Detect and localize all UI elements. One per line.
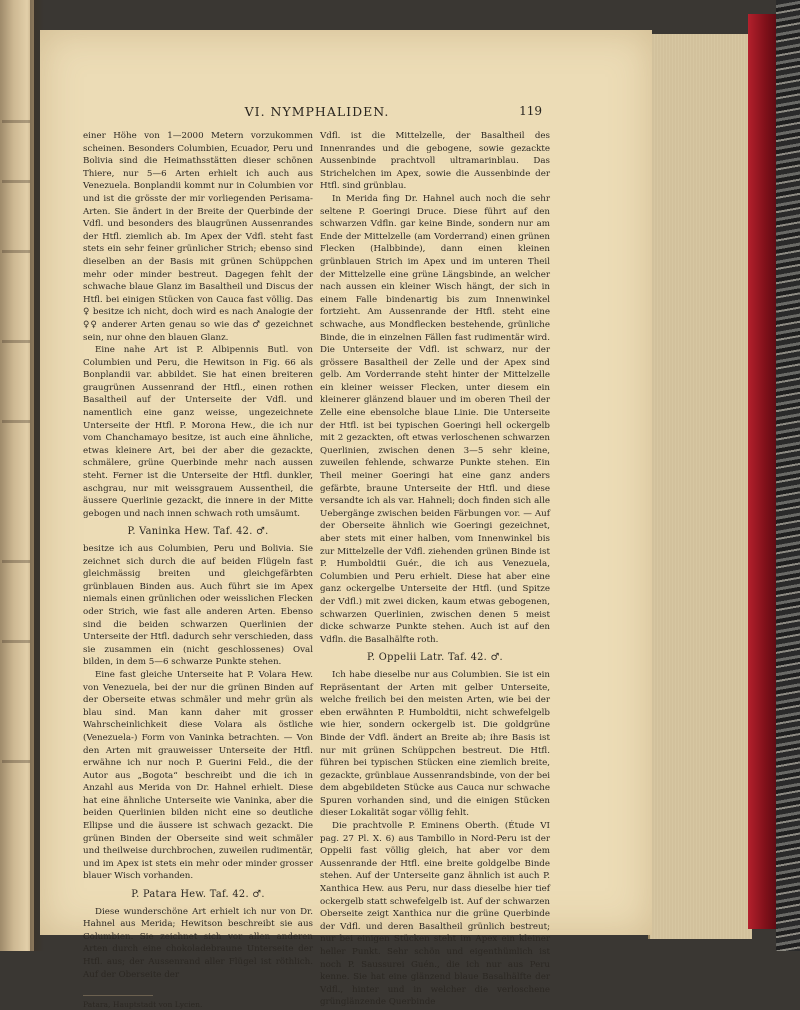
ghost-text-line — [2, 560, 30, 563]
ghost-text-line — [2, 120, 30, 123]
footnote-rule — [83, 995, 153, 996]
ghost-text-line — [2, 340, 30, 343]
ghost-text-line — [2, 420, 30, 423]
paragraph: Die prachtvolle P. Eminens Oberth. (Étude VI pag. 27 Pl. X. 6) aus Tambillo in Nord-Peru ist der Oppelii fast völlig gleich, hat aber vor dem Aussenrande der Htfl. eine breite goldgelbe Binde stehen. Auf der Unterseite ganz ähnlich ist auch P. Xanthica Hew. aus Peru, nur dass dieselbe hier tief ockergelb statt schwefelgelb ist. Auf der schwarzen Oberseite zeigt Xanthica nur die grüne Querbinde der Vdfl. und deren Basaltheil grünlich bestreut; nur bei einigen Stücken steht im Apex ein kleiner heller Punkt. Sehr schön und eigenthümlich ist noch P. Saussurei Guén., die ich nur aus Peru kenne. Sie hat eine glänzend blaue Basalhälfte der Vdfl., hinter und in welcher die verloschene grünglänzende Querbinde — [320, 821, 550, 1008]
paragraph: Eine fast gleiche Unterseite hat P. Volara Hew. von Venezuela, bei der nur die grünen Binden auf der Oberseite etwas schmäler und mehr grün als blau sind. Man kann daher mit grosser Wahrscheinlichkeit diese Volara als östliche (Venezuela-) Form von Vaninka betrachten. — Von den Arten mit grauweisser Unterseite der Htfl. erwähne ich nur noch P. Guerini Feld., die der Autor aus „Bogota“ beschreibt und die ich in Anzahl aus Merida von Dr. Hahnel erhielt. Diese hat eine ähnliche Unterseite wie Vaninka, aber die beiden Querlinien bilden nicht eine so deutliche Ellipse und die äussere ist schwach gezackt. Die grünen Binden der Oberseite sind weit schmäler und theilweise durchbrochen, zuweilen rudimentär, und im Apex ist stets ein mehr oder minder grosser blauer Wisch vorhanden. — [83, 669, 313, 882]
paragraph: Vdfl. ist die Mittelzelle, der Basaltheil des Innenrandes und die gebogene, sowie gezackte Aussenbinde prachtvoll ultramarinblau. Das Strichelchen im Apex, sowie die Aussenbinde der Htfl. sind grünblau. — [320, 131, 550, 192]
paragraph: In Merida fing Dr. Hahnel auch noch die sehr seltene P. Goeringi Druce. Diese führt auf den schwarzen Vdfln. gar keine Binde, sondern nur am Ende der Mittelzelle (am Vorderrand) einen grünen Flecken (Halbbinde), dann einen kleinen grünblauen Strich im Apex und im unteren Theil der Mittelzelle eine grüne Längsbinde, an welcher nach aussen ein kleiner Wisch hängt, der sich in einem Falle bindenartig bis zum Innenwinkel fortzieht. Am Aussenrande der Htfl. steht eine schwache, aus Mondflecken bestehende, grünliche Binde, die in einzelnen Fällen fast rudimentär wird. Die Unterseite der Vdfl. ist schwarz, nur der grössere Basaltheil der Zelle und der Apex sind gelb. Am Vorderrande steht hinter der Mittelzelle ein kleiner weisser Flecken, unter diesem ein kleinerer glänzend blauer und im oberen Theil der Zelle eine ebensolche blaue Linie. Die Unterseite der Htfl. ist bei typischen Goeringi hell ockergelb mit 2 gezackten, oft etwas verloschenen schwarzen Querlinien, zwischen denen 3—5 sehr kleine, zuweilen fehlende, schwarze Punkte stehen. Ein Theil meiner Goeringi hat eine ganz anders gefärbte, braune Unterseite der Htfl. und diese versandte ich als var. Hahneli; doch finden sich alle Uebergänge zwischen beiden Färbungen vor. — Auf der Oberseite ähnlich wie Goeringi gezeichnet, aber stets mit einer halben, vom Innenwinkel bis zur Mittelzelle der Vdfl. ziehenden grünen Binde ist P. Humboldtii Guér., die ich aus Venezuela, Columbien und Peru erhielt. Diese hat aber eine ganz ockergelbe Unterseite der Htfl. (und Spitze der Vdfl.) mit zwei dicken, kaum etwas gebogenen, schwarzen Querlinien, zwischen denen 5 meist dicke schwarze Punkte stehen. Auch ist auf den Vdfln. die Basalhälfte roth. — [320, 193, 550, 645]
species-heading: P. Oppelii Latr. Taf. 42. ♂. — [367, 652, 503, 664]
ghost-text-line — [2, 640, 30, 643]
species-heading: P. Vaninka Hew. Taf. 42. ♂. — [127, 526, 269, 538]
paragraph: einer Höhe von 1—2000 Metern vorzukommen scheinen. Besonders Columbien, Ecuador, Peru und Bolivia sind die Heimathsstätten dieser schönen Thiere, nur 5—6 Arten erhielt ich auch aus Venezuela. Bonplandii kommt nur in Columbien vor und ist die grösste der mir vorliegenden Perisama-Arten. Sie ändert in der Breite der Querbinde der Vdfl. und besonders des blaugrünen Aussenrandes der Htfl. ziemlich ab. Im Apex der Vdfl. steht fast stets ein sehr feiner grünlicher Strich; ebenso sind dieselben an der Basis mit grünen Schüppchen mehr oder minder bestreut. Dagegen fehlt der schwache blaue Glanz im Basaltheil und Discus der Htfl. bei einigen Stücken von Cauca fast völlig. Das ♀ besitze ich nicht, doch wird es nach Analogie der ♀♀ anderer Arten genau so wie das ♂ gezeichnet sein, nur ohne den blauen Glanz. — [83, 131, 313, 343]
left-column — [83, 130, 313, 1010]
running-header: VI. NYMPHALIDEN. — [244, 104, 390, 119]
ghost-text-line — [2, 250, 30, 253]
paragraph: Eine nahe Art ist P. Albipennis Butl. von Columbien und Peru, die Hewitson in Fig. 66 als Bonplandii var. abbildet. Sie hat einen breiteren graugrünen Aussenrand der Htfl., einen rothen Basaltheil auf der Unterseite der Vdfl. und namentlich eine ganz weisse, ungezeichnete Unterseite der Htfl. P. Morona Hew., die ich nur vom Chanchamayo besitze, ist auch eine ähnliche, etwas kleinere Art, bei der aber die gezackte, schmälere, grüne Querbinde mehr nach aussen steht. Ferner ist die Unterseite der Htfl. dunkler, aschgrau, nur mit weissgrauem Aussentheil, die äussere Querlinie gezackt, die innere in der Mitte gebogen und nach innen schwach roth umsäumt. — [83, 345, 313, 519]
left-page-edge — [0, 0, 34, 951]
page-block-edges — [648, 34, 752, 939]
paragraph: Ich habe dieselbe nur aus Columbien. Sie ist ein Repräsentant der Arten mit gelber Unterseite, welche freilich bei den meisten Arten, wie bei der eben erwähnten P. Humboldtii, nicht schwefelgelb wie hier, sondern ockergelb ist. Die goldgrüne Binde der Vdfl. ändert an Breite ab; ihre Basis ist nur mit grünen Schüppchen bestreut. Die Htfl. führen bei typischen Stücken eine ziemlich breite, gezackte, grünblaue Aussenrandsbinde, von der bei dem abgebildeten Stücke aus Cauca nur schwache Spuren vorhanden sind, und die einigen Stücken dieser Lokalität sogar völlig fehlt. — [320, 669, 550, 819]
species-heading: P. Patara Hew. Taf. 42. ♂. — [131, 889, 265, 901]
right-column — [320, 130, 550, 1009]
footnote: Patara, Hauptstadt von Lycien. — [83, 1000, 203, 1010]
marbled-background — [776, 0, 800, 951]
red-book-cover — [748, 14, 778, 929]
page-number: 119 — [519, 104, 542, 118]
paragraph: Diese wunderschöne Art erhielt ich nur von Dr. Hahnel aus Merida; Hewitson beschreibt sie aus Columbien. Sie zeichnet sich vor allen anderen Arten durch eine chokoladebraune Unterseite der Htfl. aus; der Aussenrand aller Flügel ist röthlich. Auf der Oberseite der — [83, 906, 313, 980]
paragraph: besitze ich aus Columbien, Peru und Bolivia. Sie zeichnet sich durch die auf beiden Flügeln fast gleichmässig breiten und gleichgefärbten grünblauen Binden aus. Auch führt sie im Apex niemals einen grünlichen oder weisslichen Flecken oder Strich, wie fast alle anderen Arten. Ebenso sind die beiden schwarzen Querlinien der Unterseite der Htfl. dadurch sehr verschieden, dass sie zusammen ein (nicht geschlossenes) Oval bilden, in dem 5—6 schwarze Punkte stehen. — [83, 544, 313, 668]
ghost-text-line — [2, 180, 30, 183]
ghost-text-line — [2, 760, 30, 763]
